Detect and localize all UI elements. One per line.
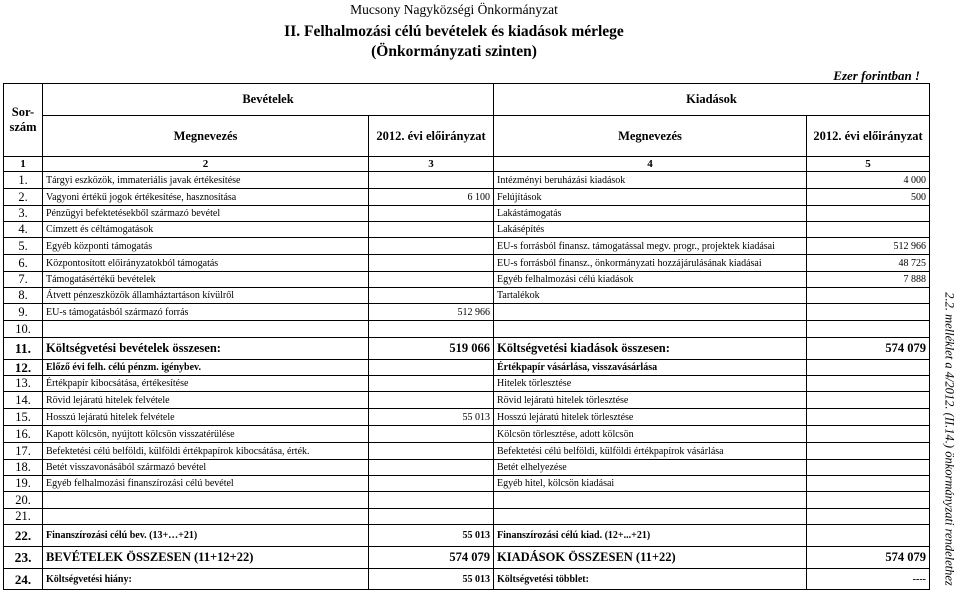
revenue-name: Átvett pénzeszközök államháztartáson kívülről xyxy=(43,288,369,304)
expense-name: Hitelek törlesztése xyxy=(494,376,807,392)
revenue-value xyxy=(369,426,494,443)
table-row xyxy=(4,509,930,525)
revenue-value xyxy=(369,476,494,492)
col-header-revenue-plan: 2012. évi előirányzat xyxy=(369,116,494,157)
expense-value: 574 079 xyxy=(807,338,930,360)
revenue-value xyxy=(369,443,494,460)
revenue-value: 55 013 xyxy=(369,569,494,590)
row-number: 10. xyxy=(4,321,43,338)
table-row xyxy=(4,288,930,304)
row-number: 9. xyxy=(4,304,43,321)
revenue-name: Kapott kölcsön, nyújtott kölcsön visszatérülése xyxy=(43,426,369,443)
table-row xyxy=(4,321,930,338)
expense-name: Finanszírozási célú kiad. (12+...+21) xyxy=(494,525,807,547)
expense-name: Rövid lejáratú hitelek törlesztése xyxy=(494,392,807,409)
col-group-revenue: Bevételek xyxy=(43,84,494,116)
revenue-name: Egyéb felhalmozási finanszírozási célú bevétel xyxy=(43,476,369,492)
revenue-value: 55 013 xyxy=(369,409,494,426)
row-number: 7. xyxy=(4,272,43,288)
revenue-value xyxy=(369,492,494,509)
row-number: 14. xyxy=(4,392,43,409)
row-number: 19. xyxy=(4,476,43,492)
expense-value xyxy=(807,392,930,409)
side-annotation: 2.2. melléklet a 4/2012. (II.14.) önkormányzati rendelethez xyxy=(942,292,957,586)
revenue-name: Rövid lejáratú hitelek felvétele xyxy=(43,392,369,409)
revenue-value xyxy=(369,360,494,376)
expense-name: EU-s forrásból finansz., önkormányzati hozzájárulásának kiadásai xyxy=(494,255,807,272)
expense-value: ---- xyxy=(807,569,930,590)
organization-name: Mucsony Nagyközségi Önkormányzat xyxy=(350,2,558,17)
revenue-name xyxy=(43,509,369,525)
table-row xyxy=(4,189,930,206)
revenue-value xyxy=(369,321,494,338)
revenue-name: Címzett és céltámogatások xyxy=(43,222,369,238)
expense-value xyxy=(807,492,930,509)
revenue-name: BEVÉTELEK ÖSSZESEN (11+12+22) xyxy=(43,547,369,569)
expense-value xyxy=(807,409,930,426)
revenue-name xyxy=(43,321,369,338)
table-row xyxy=(4,492,930,509)
revenue-name: Vagyoni értékű jogok értékesítése, hasznosítása xyxy=(43,189,369,206)
table-row xyxy=(4,304,930,321)
revenue-name: Hosszú lejáratú hitelek felvétele xyxy=(43,409,369,426)
row-number: 20. xyxy=(4,492,43,509)
revenue-value xyxy=(369,509,494,525)
row-number: 5. xyxy=(4,238,43,255)
expense-name: Költségvetési többlet: xyxy=(494,569,807,590)
expense-value xyxy=(807,222,930,238)
expense-value xyxy=(807,476,930,492)
revenue-name: Előző évi felh. célú pénzm. igénybev. xyxy=(43,360,369,376)
table-row xyxy=(4,255,930,272)
revenue-name: Költségvetési bevételek összesen: xyxy=(43,338,369,360)
expense-value xyxy=(807,360,930,376)
row-number: 12. xyxy=(4,360,43,376)
revenue-value xyxy=(369,460,494,476)
header-group-row xyxy=(4,84,930,116)
balance-table xyxy=(3,83,930,590)
revenue-value: 55 013 xyxy=(369,525,494,547)
table-row xyxy=(4,172,930,189)
revenue-name: Értékpapír kibocsátása, értékesítése xyxy=(43,376,369,392)
row-number: 18. xyxy=(4,460,43,476)
revenue-name: Betét visszavonásából származó bevétel xyxy=(43,460,369,476)
expense-name: KIADÁSOK ÖSSZESEN (11+22) xyxy=(494,547,807,569)
revenue-value xyxy=(369,206,494,222)
expense-value: 4 000 xyxy=(807,172,930,189)
revenue-value xyxy=(369,255,494,272)
row-number: 11. xyxy=(4,338,43,360)
expense-name: Intézményi beruházási kiadások xyxy=(494,172,807,189)
expense-name xyxy=(494,509,807,525)
expense-value xyxy=(807,321,930,338)
expense-value xyxy=(807,206,930,222)
table-row xyxy=(4,222,930,238)
row-number: 23. xyxy=(4,547,43,569)
expense-value: 48 725 xyxy=(807,255,930,272)
revenue-value xyxy=(369,238,494,255)
col-header-sorszam: Sor- szám xyxy=(4,84,43,157)
revenue-value xyxy=(369,272,494,288)
expense-value xyxy=(807,509,930,525)
row-number: 8. xyxy=(4,288,43,304)
row-number: 15. xyxy=(4,409,43,426)
row-number: 13. xyxy=(4,376,43,392)
revenue-name: Támogatásértékű bevételek xyxy=(43,272,369,288)
revenue-name: Költségvetési hiány: xyxy=(43,569,369,590)
col-header-expense-name: Megnevezés xyxy=(494,116,807,157)
expense-value xyxy=(807,426,930,443)
table-row xyxy=(4,569,930,590)
expense-value xyxy=(807,304,930,321)
table-row xyxy=(4,409,930,426)
expense-name: Költségvetési kiadások összesen: xyxy=(494,338,807,360)
revenue-value xyxy=(369,222,494,238)
expense-name: Befektetési célú belföldi, külföldi értékpapírok vásárlása xyxy=(494,443,807,460)
revenue-value: 512 966 xyxy=(369,304,494,321)
table-row xyxy=(4,206,930,222)
table-row xyxy=(4,443,930,460)
revenue-value: 6 100 xyxy=(369,189,494,206)
row-number: 17. xyxy=(4,443,43,460)
table-row xyxy=(4,338,930,360)
revenue-value xyxy=(369,376,494,392)
expense-value xyxy=(807,460,930,476)
table-row xyxy=(4,392,930,409)
expense-value: 512 966 xyxy=(807,238,930,255)
expense-name: Tartalékok xyxy=(494,288,807,304)
revenue-name xyxy=(43,492,369,509)
expense-name: Lakásépítés xyxy=(494,222,807,238)
expense-value: 574 079 xyxy=(807,547,930,569)
col-index: 2 xyxy=(43,157,369,172)
col-index: 3 xyxy=(369,157,494,172)
revenue-value xyxy=(369,172,494,189)
expense-name xyxy=(494,321,807,338)
expense-name xyxy=(494,304,807,321)
revenue-name: Központosított előirányzatokból támogatás xyxy=(43,255,369,272)
row-number: 16. xyxy=(4,426,43,443)
col-index: 5 xyxy=(807,157,930,172)
revenue-name: Befektetési célú belföldi, külföldi értékpapírok kibocsátása, érték. xyxy=(43,443,369,460)
row-number: 24. xyxy=(4,569,43,590)
revenue-name: Tárgyi eszközök, immateriális javak értékesítése xyxy=(43,172,369,189)
table-row xyxy=(4,547,930,569)
header-index-row xyxy=(4,157,930,172)
expense-name: Hosszú lejáratú hitelek törlesztése xyxy=(494,409,807,426)
table-row xyxy=(4,460,930,476)
expense-value xyxy=(807,376,930,392)
expense-name: Felújítások xyxy=(494,189,807,206)
revenue-name: Egyéb központi támogatás xyxy=(43,238,369,255)
expense-value xyxy=(807,525,930,547)
revenue-name: Finanszírozási célú bev. (13+…+21) xyxy=(43,525,369,547)
col-header-revenue-name: Megnevezés xyxy=(43,116,369,157)
expense-name: Értékpapír vásárlása, visszavásárlása xyxy=(494,360,807,376)
table-row xyxy=(4,476,930,492)
revenue-name: EU-s támogatásból származó forrás xyxy=(43,304,369,321)
table-row xyxy=(4,426,930,443)
expense-value: 500 xyxy=(807,189,930,206)
revenue-value: 574 079 xyxy=(369,547,494,569)
col-index: 4 xyxy=(494,157,807,172)
expense-value: 7 888 xyxy=(807,272,930,288)
page-title: II. Felhalmozási célú bevételek és kiadások mérlege xyxy=(284,23,624,40)
header-column-row xyxy=(4,116,930,157)
page-subtitle: (Önkormányzati szinten) xyxy=(371,43,537,60)
expense-value xyxy=(807,288,930,304)
table-row xyxy=(4,272,930,288)
revenue-value xyxy=(369,288,494,304)
col-header-expense-plan: 2012. évi előirányzat xyxy=(807,116,930,157)
row-number: 22. xyxy=(4,525,43,547)
col-index: 1 xyxy=(4,157,43,172)
col-group-expense: Kiadások xyxy=(494,84,930,116)
table-row xyxy=(4,525,930,547)
table-row xyxy=(4,360,930,376)
expense-name: Kölcsön törlesztése, adott kölcsön xyxy=(494,426,807,443)
row-number: 6. xyxy=(4,255,43,272)
table-row xyxy=(4,238,930,255)
row-number: 3. xyxy=(4,206,43,222)
revenue-name: Pénzügyi befektetésekből származó bevétel xyxy=(43,206,369,222)
row-number: 2. xyxy=(4,189,43,206)
expense-name: Egyéb felhalmozási célú kiadások xyxy=(494,272,807,288)
expense-name: Egyéb hitel, kölcsön kiadásai xyxy=(494,476,807,492)
row-number: 4. xyxy=(4,222,43,238)
table-row xyxy=(4,376,930,392)
revenue-value xyxy=(369,392,494,409)
expense-name: Betét elhelyezése xyxy=(494,460,807,476)
row-number: 1. xyxy=(4,172,43,189)
expense-name: Lakástámogatás xyxy=(494,206,807,222)
row-number: 21. xyxy=(4,509,43,525)
revenue-value: 519 066 xyxy=(369,338,494,360)
expense-name xyxy=(494,492,807,509)
expense-name: EU-s forrásból finansz. támogatással megv. progr., projektek kiadásai xyxy=(494,238,807,255)
unit-label: Ezer forintban ! xyxy=(833,68,920,83)
expense-value xyxy=(807,443,930,460)
